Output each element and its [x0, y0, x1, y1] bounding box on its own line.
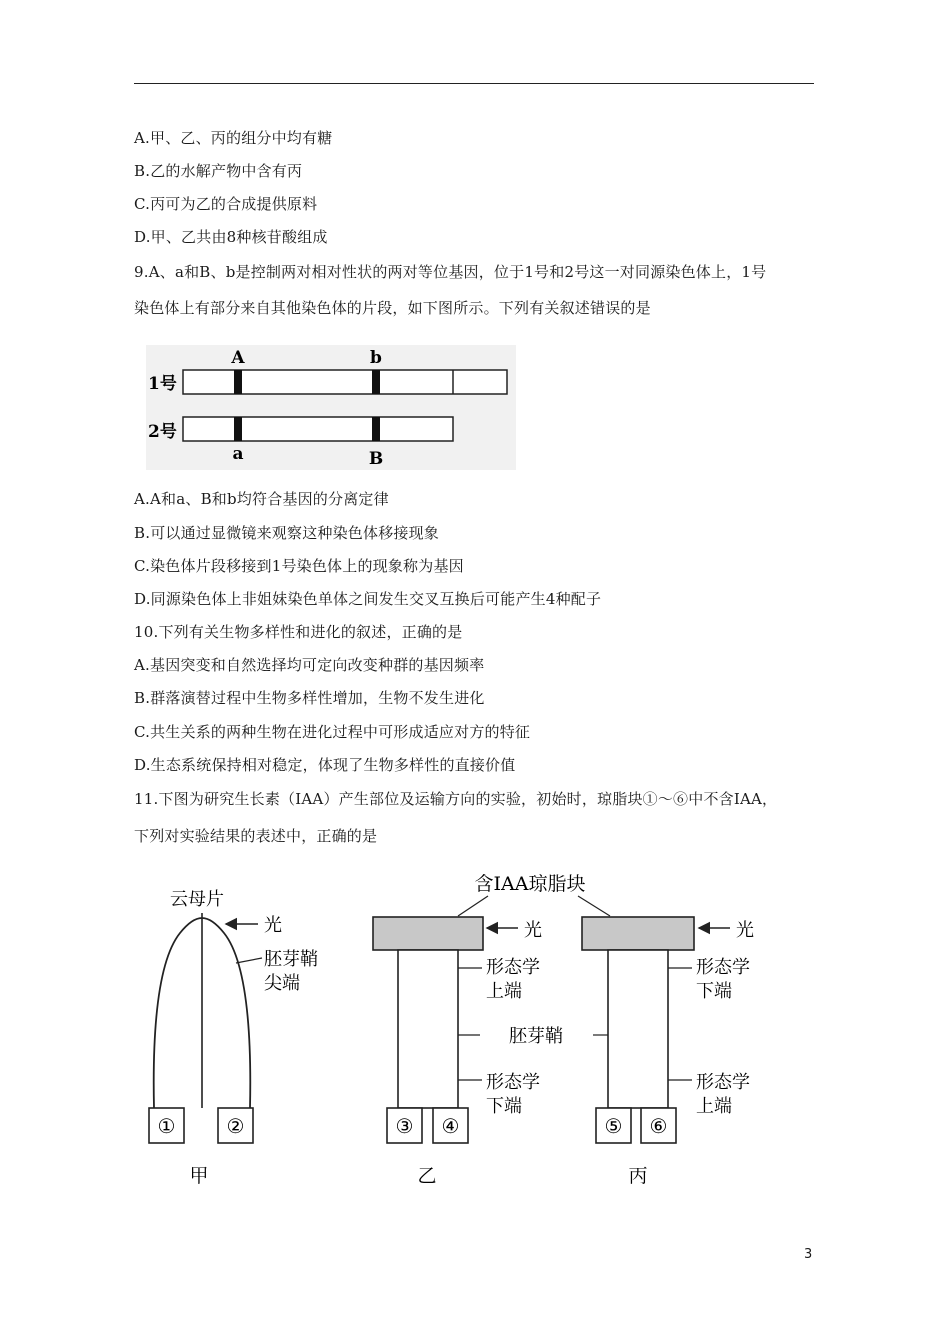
- label-bing: 丙: [628, 1165, 648, 1187]
- light-label-yi: 光: [524, 920, 542, 941]
- q8-option-b: B.乙的水解产物中含有丙: [134, 162, 303, 180]
- agar-block-3-label: ③: [395, 1114, 414, 1138]
- q10-option-c: C.共生关系的两种生物在进化过程中可形成适应对方的特征: [134, 723, 531, 741]
- q8-option-a: A.甲、乙、丙的组分中均有糖: [134, 129, 333, 147]
- label-yi: 乙: [417, 1165, 437, 1187]
- bing-bottom-end-line1: 形态学: [696, 1072, 750, 1093]
- agar-block-1-label: ①: [157, 1114, 176, 1138]
- yi-top-end-line2: 上端: [486, 981, 522, 1002]
- q11-stem-line1: 11.下图为研究生长素（IAA）产生部位及运输方向的实验，初始时，琼脂块①～⑥中不含IAA，: [134, 790, 778, 808]
- locus-a: [234, 417, 242, 441]
- chromosome-2: [183, 417, 453, 441]
- iaa-leader-bing: [578, 896, 610, 916]
- agar-block-6-label: ⑥: [649, 1114, 668, 1138]
- yi-top-end-line1: 形态学: [486, 957, 540, 978]
- chromosome-figure: [146, 345, 516, 470]
- iaa-agar-block-yi: [373, 917, 483, 950]
- yi-bottom-end-line1: 形态学: [486, 1072, 540, 1093]
- coleoptile-segment-yi: [398, 950, 458, 1108]
- coleoptile-label: 胚芽鞘: [509, 1026, 563, 1047]
- q9-stem-line2: 染色体上有部分来自其他染色体的片段，如下图所示。下列有关叙述错误的是: [134, 299, 651, 317]
- q9-option-c: C.染色体片段移接到1号染色体上的现象称为基因: [134, 557, 464, 575]
- q10-stem: 10.下列有关生物多样性和进化的叙述，正确的是: [134, 623, 463, 641]
- label-jia: 甲: [189, 1165, 209, 1187]
- q8-option-d: D.甲、乙共由8种核苷酸组成: [134, 228, 328, 246]
- iaa-experiment-figure: [140, 868, 780, 1193]
- page-number: 3: [804, 1247, 813, 1262]
- locus-B: [372, 417, 380, 441]
- bing-bottom-end-line2: 上端: [696, 1096, 732, 1117]
- q9-stem-line1: 9.A、a和B、b是控制两对相对性状的两对等位基因，位于1号和2号这一对同源染色体上，1号: [134, 263, 767, 281]
- bing-top-end-line1: 形态学: [696, 957, 750, 978]
- gene-b-label: b: [370, 348, 382, 368]
- tip-label-line1: 胚芽鞘: [264, 949, 318, 970]
- locus-A: [234, 370, 242, 394]
- q9-option-b: B.可以通过显微镜来观察这种染色体移接现象: [134, 524, 439, 542]
- yi-bottom-end-line2: 下端: [486, 1096, 522, 1117]
- q10-option-b: B.群落演替过程中生物多样性增加，生物不发生进化: [134, 689, 485, 707]
- iaa-block-label: 含IAA琼脂块: [474, 873, 586, 895]
- q9-option-d: D.同源染色体上非姐妹染色单体之间发生交叉互换后可能产生4种配子: [134, 590, 602, 608]
- gene-a-label: a: [232, 444, 244, 464]
- agar-block-4-label: ④: [441, 1114, 460, 1138]
- locus-b: [372, 370, 380, 394]
- q9-option-a: A.A和a、B和b均符合基因的分离定律: [134, 490, 389, 508]
- light-label-jia: 光: [264, 915, 282, 936]
- gene-B-label: B: [368, 449, 384, 469]
- bing-top-end-line2: 下端: [696, 981, 732, 1002]
- header-rule: [134, 83, 814, 84]
- light-label-bing: 光: [736, 920, 754, 941]
- coleoptile-segment-bing: [608, 950, 668, 1108]
- iaa-agar-block-bing: [582, 917, 694, 950]
- agar-block-5-label: ⑤: [604, 1114, 623, 1138]
- q11-stem-line2: 下列对实验结果的表述中，正确的是: [134, 827, 378, 845]
- gene-A-label: A: [231, 348, 245, 368]
- chromosome-1: [183, 370, 507, 394]
- iaa-leader-yi: [458, 896, 488, 916]
- tip-label-line2: 尖端: [264, 973, 300, 994]
- q10-option-d: D.生态系统保持相对稳定，体现了生物多样性的直接价值: [134, 756, 516, 774]
- agar-block-2-label: ②: [226, 1114, 245, 1138]
- chromosome-2-label: 2号: [148, 422, 177, 442]
- q8-option-c: C.丙可为乙的合成提供原料: [134, 195, 318, 213]
- chromosome-1-label: 1号: [148, 374, 177, 394]
- q10-option-a: A.基因突变和自然选择均可定向改变种群的基因频率: [134, 656, 485, 674]
- mica-label: 云母片: [170, 889, 224, 910]
- tip-leader: [236, 958, 262, 963]
